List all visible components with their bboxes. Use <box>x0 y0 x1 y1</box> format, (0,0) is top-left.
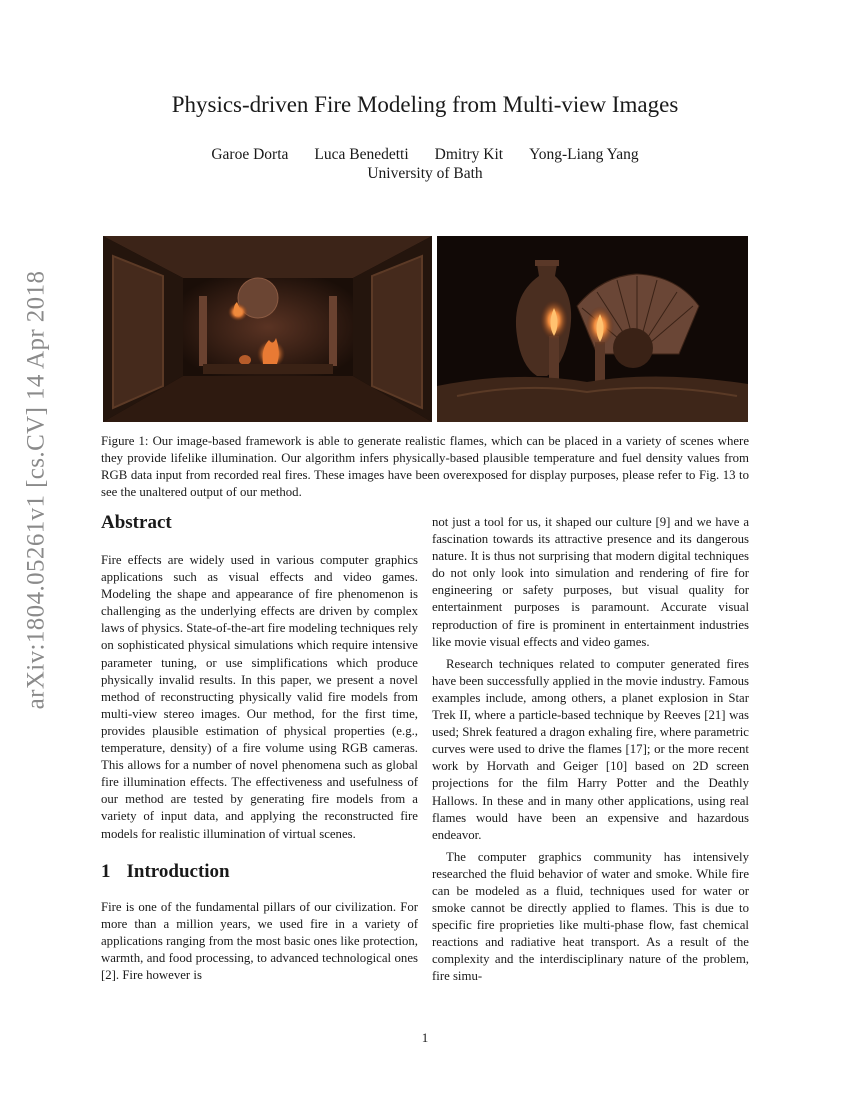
introduction-heading <box>101 861 418 883</box>
intro-paragraph-2: Research techniques related to computer generated fires have been successfully applied in the movie industry. Famous examples include, among others, a planet explosion in Star Trek II, where a particle-based technique by Reeves [21] was used; Shrek featured a dragon exhaling fire, where parametric curves were used to drive the flames [17]; or the more recent work by Horvath and Geiger [10] based on 2D screen projections for the film Harry Potter and the Deathly Hallows. In these and in many other applications, using real flames would have been an expensive and hazardous endeavor. <box>432 656 749 842</box>
paper-title: Physics-driven Fire Modeling from Multi-view Images <box>171 92 679 117</box>
affiliation: University of Bath <box>367 165 483 182</box>
section-title: Introduction <box>126 860 230 882</box>
page-number: 1 <box>421 1030 429 1045</box>
author-name: Luca Benedetti <box>314 146 409 163</box>
candle-scene-render <box>437 236 748 422</box>
teaser-figure <box>103 236 748 422</box>
intro-paragraph-3: The computer graphics community has intensively researched the fluid behavior of water and smoke. While fire can be modeled as a fluid, techniques used for water or smoke cannot be directly applied to flames. This is due to specific fire proprieties like multi-phase flow, fast chemical reactions and radiative heat transport. As a result of the complexity and the interdisciplinary nature of the problem, fire simu- <box>432 849 749 984</box>
fire-room-render <box>103 236 432 422</box>
arxiv-identifier-text: arXiv:1804.05261v1 [cs.CV] 14 Apr 2018 <box>22 270 49 710</box>
intro-paragraph-1-start: Fire is one of the fundamental pillars of our civilization. For more than a million years, we used fire in a variety of applications ranging from the most basic ones like protection, warmth, and food processing, to advanced technological ones [2]. Fire however is <box>101 899 418 982</box>
author-name: Yong-Liang Yang <box>529 146 639 163</box>
abstract-text: Fire effects are widely used in various computer graphics applications such as visual effects and video games. Modeling the shape and appearance of fire phenomenon is challenging as the underlying effects are driven by complex laws of physics. State-of-the-art fire modeling techniques rely on sophisticated physical simulations which require intensive parameter tuning, or use simplifications which produce physically invalid results. In this paper, we present a novel method of reconstructing physically valid fire models from multi-view stereo images. Our method, for the first time, provides plausible estimation of physical properties (e.g., temperature, density) of a fire volume using RGB cameras. This allows for a number of novel phenomena such as global fire illumination effects. The effectiveness and usefulness of our method are tested by generating fire models from a variety of input data, and applying the reconstructed fire models for realistic illumination of virtual scenes. <box>101 553 418 841</box>
author-list <box>100 146 750 164</box>
intro-paragraph-1-continued: not just a tool for us, it shaped our culture [9] and we have a fascination towards its attractive presence and its dangerous nature. It is thus not surprising that modern digital techniques do not only look into simulation and rendering of fire for engineering or safety purposes, but visual quality for entertainment purposes is paramount. Accurate visual reproduction of fire is prominent in entertainment industries like movie visual effects and video games. <box>432 515 749 649</box>
arxiv-identifier-stamp <box>18 270 54 710</box>
left-column <box>101 512 418 984</box>
section-number: 1 <box>101 860 111 882</box>
abstract-heading: Abstract <box>101 512 172 533</box>
figure-caption: Figure 1: Our image-based framework is able to generate realistic flames, which can be placed in a variety of scenes where they provide lifelike illumination. Our algorithm infers physically-based plausible temperature and fuel density values from RGB data input from recorded real fires. These images have been overexposed for display purposes, please refer to Fig. 13 to see the unaltered output of our method. <box>101 434 749 499</box>
right-column <box>432 514 749 986</box>
author-name: Dmitry Kit <box>434 146 504 163</box>
author-name: Garoe Dorta <box>211 146 289 163</box>
